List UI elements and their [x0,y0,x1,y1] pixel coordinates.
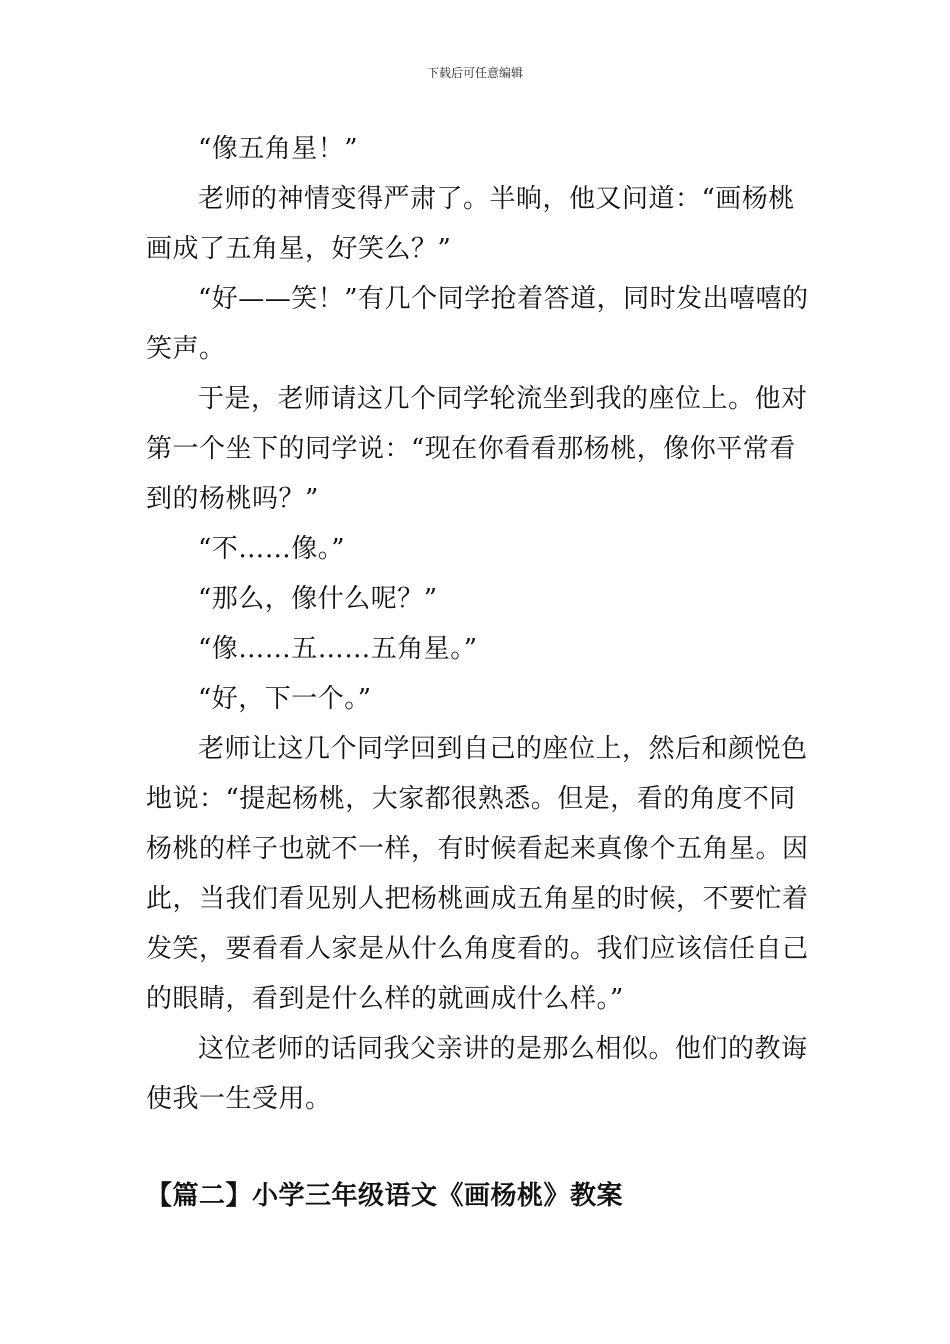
paragraph: “好，下一个。” [198,684,372,714]
paragraph: 老师的神情变得严肃了。半晌，他又问道：“画杨桃画成了五角星，好笑么？” [146,184,795,264]
paragraph: 老师让这几个同学回到自己的座位上，然后和颜悦色地说：“提起杨桃，大家都很熟悉。但是，看的角度不同杨桃的样子也就不一样，有时候看起来真像个五角星。因此，当我们看见别人把杨桃画成五角星的时候，不要忙着发笑，要看看人家是从什么角度看的。我们应该信任自己的眼睛，看到是什么样的就画成什么样。” [146,734,809,1014]
paragraph: 于是，老师请这几个同学轮流坐到我的座位上。他对第一个坐下的同学说：“现在你看看那杨桃，像你平常看到的杨桃吗？” [146,384,808,514]
paragraph: “像五角星！” [198,134,359,164]
page-header: 下载后可任意编辑 [426,66,523,80]
paragraph: “不……像。” [198,534,346,564]
article-body [146,124,810,1124]
paragraph: “好——笑！”有几个同学抢着答道，同时发出嘻嘻的笑声。 [146,284,809,364]
paragraph: 这位老师的话同我父亲讲的是那么相似。他们的教诲使我一生受用。 [146,1034,808,1114]
section-heading: 【篇二】小学三年级语文《画杨桃》教案 [146,1181,624,1211]
paragraph: “那么，像什么呢？” [198,584,438,614]
paragraph: “像……五……五角星。” [198,634,478,664]
